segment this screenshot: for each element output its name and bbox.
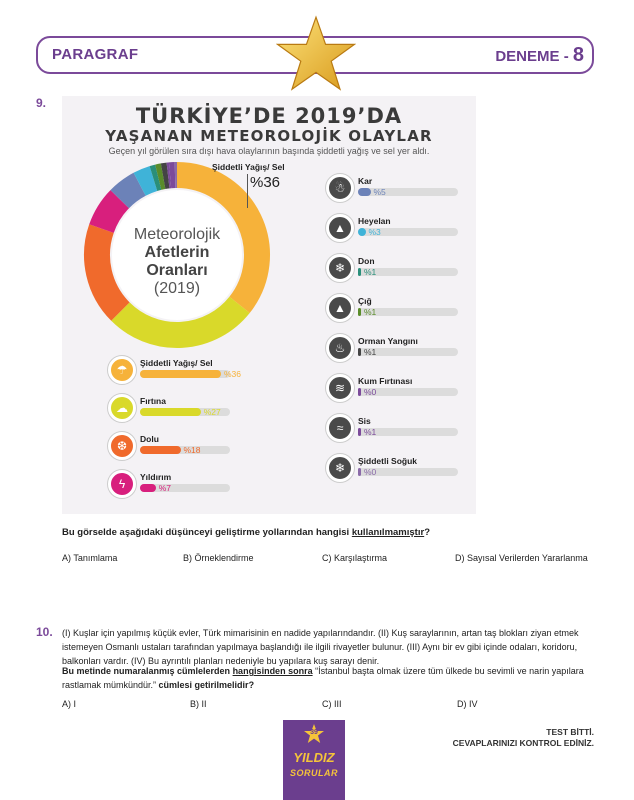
legend-bar-fill <box>140 446 181 454</box>
section-title: PARAGRAF <box>52 46 139 63</box>
snow-cloud-icon: ☃ <box>326 174 354 202</box>
legend-row <box>326 374 460 404</box>
legend-bar-fill <box>358 468 361 476</box>
cold-icon: ❄ <box>326 454 354 482</box>
donut-slice <box>163 176 168 177</box>
hail-icon: ❆ <box>108 432 136 460</box>
donut-slice <box>153 177 158 178</box>
legend-bar-fill <box>358 348 361 356</box>
test-title: DENEME - 8 <box>495 44 584 66</box>
infographic-subtitle: YAŞANAN METEOROLOJİK OLAYLAR <box>105 127 433 145</box>
legend-label: Çığ <box>358 296 372 306</box>
legend-label: Heyelan <box>358 216 391 226</box>
option-a[interactable]: A) I <box>62 699 77 709</box>
rain-cloud-icon: ☂ <box>108 356 136 384</box>
legend-bar <box>140 369 242 379</box>
question-10-paragraph: (I) Kuşlar için yapılmış küçük evler, Türk mimarisinin en nadide yapılarındandır. (II) Kuş saraylarının, artan taş blokları ziyan etmek istemeyen Osmanlı ustaları tarafından yapılmaya başlandığı ile ilgili rivayetler bulunur. (III) Aynı bir ev gibi içinde odaları, koridoru, balkonları vardır. (IV) Bu ayrıntılı planları nedeniyle bu yapılara kuş sarayı denir. <box>62 628 579 666</box>
legend-bar-fill <box>358 388 361 396</box>
legend-bar <box>358 268 458 276</box>
top-callout-label: Şiddetli Yağış/ Sel <box>212 162 285 172</box>
option-d[interactable]: D) IV <box>457 699 478 709</box>
legend-bar <box>358 188 458 196</box>
legend-bar-fill <box>358 188 371 196</box>
donut-slice <box>101 199 119 228</box>
legend-row <box>108 470 232 500</box>
question-number: 10. <box>36 625 53 639</box>
sandstorm-icon: ≋ <box>326 374 354 402</box>
legend-pct: %36 <box>224 369 242 379</box>
legend-bar <box>358 468 458 476</box>
option-d[interactable]: D) Sayısal Verilerden Yararlanma <box>455 553 588 563</box>
legend-row <box>326 334 460 364</box>
legend-bar-fill <box>358 308 361 316</box>
legend-pct: %0 <box>364 387 377 397</box>
infographic-caption: Geçen yıl görülen sıra dışı hava olaylarının başında şiddetli yağış ve sel yer aldı. <box>108 146 430 156</box>
legend-pct: %1 <box>364 347 377 357</box>
legend-label: Yıldırım <box>140 472 172 482</box>
legend-row <box>326 254 460 284</box>
fog-icon: ≈ <box>326 414 354 442</box>
end-notice: TEST BİTTİ. CEVAPLARINIZI KONTROL EDİNİZ. <box>452 727 594 748</box>
option-c[interactable]: C) Karşılaştırma <box>322 553 388 563</box>
brand-ribbon <box>283 720 345 800</box>
legend-bar <box>358 228 458 236</box>
option-c[interactable]: C) III <box>322 699 342 709</box>
legend-row <box>108 432 232 462</box>
fire-icon: ♨ <box>326 334 354 362</box>
legend-bar <box>140 484 230 492</box>
legend-row <box>108 356 242 386</box>
legend-row <box>326 454 460 484</box>
callout-line <box>247 174 248 208</box>
legend-label: Dolu <box>140 434 159 444</box>
legend-bar-fill <box>140 370 221 378</box>
legend-pct: %1 <box>364 427 377 437</box>
legend-bar <box>140 408 230 416</box>
legend-bar <box>358 348 458 356</box>
legend-pct: %27 <box>203 407 221 417</box>
legend-row <box>326 214 460 244</box>
legend-bar-fill <box>358 268 361 276</box>
lightning-icon: ϟ <box>108 470 136 498</box>
option-a[interactable]: A) Tanımlama <box>62 553 118 563</box>
option-b[interactable]: B) II <box>190 699 207 709</box>
option-b[interactable]: B) Örneklendirme <box>183 553 254 563</box>
legend-label: Kum Fırtınası <box>358 376 413 386</box>
question-10-stem: Bu metinde numaralanmış cümlelerden hangisinden sonra “İstanbul başta olmak üzere tüm ülkede bu sevimli ve narin yapılara rastlamak mümkündür.” cümlesi getirilmelidir? <box>62 666 584 690</box>
legend-label: Don <box>358 256 375 266</box>
legend-pct: %1 <box>364 267 377 277</box>
legend-pct: %5 <box>373 187 386 197</box>
donut-slice <box>140 179 154 185</box>
legend-pct: %3 <box>368 227 381 237</box>
legend-bar <box>140 446 230 454</box>
legend-pct: %7 <box>158 483 172 493</box>
storm-icon: ☁ <box>108 394 136 422</box>
donut-slice <box>158 176 163 177</box>
star-icon <box>276 14 356 94</box>
page-number: 39 <box>310 729 318 736</box>
legend-bar-fill <box>140 484 156 492</box>
legend-bar <box>358 388 458 396</box>
legend-row <box>326 414 460 444</box>
top-callout-pct: %36 <box>250 174 281 191</box>
avalanche-icon: ▲ <box>326 294 354 322</box>
legend-bar <box>358 428 458 436</box>
landslide-icon: ▲ <box>326 214 354 242</box>
infographic-title: TÜRKİYE’DE 2019’DA <box>135 104 403 128</box>
legend-row <box>108 394 232 424</box>
question-number: 9. <box>36 96 47 110</box>
legend-bar-fill <box>358 228 366 236</box>
infographic <box>62 96 476 514</box>
legend-label: Şiddetli Yağış/ Sel <box>140 358 213 368</box>
legend-pct: %0 <box>364 467 377 477</box>
legend-label: Kar <box>358 176 373 186</box>
legend-bar-fill <box>358 428 361 436</box>
legend-pct: %18 <box>183 445 201 455</box>
legend-label: Şiddetli Soğuk <box>358 456 418 466</box>
legend-bar <box>358 308 458 316</box>
frost-icon: ❄ <box>326 254 354 282</box>
donut-slice <box>120 184 140 199</box>
question-9-stem: Bu görselde aşağıdaki düşünceyi geliştirme yollarından hangisi kullanılmamıştır? <box>62 527 430 538</box>
legend-row <box>326 174 460 204</box>
brand-name: YILDIZ <box>293 750 335 765</box>
legend-bar-fill <box>140 408 201 416</box>
legend-row <box>326 294 460 324</box>
legend-label: Sis <box>358 416 371 426</box>
legend-pct: %1 <box>364 307 377 317</box>
brand-subtitle: SORULAR <box>290 768 338 778</box>
legend-label: Fırtına <box>140 396 166 406</box>
legend-label: Orman Yangını <box>358 336 418 346</box>
donut-center-label: Meteorolojik Afetlerin Oranları (2019) <box>133 226 221 297</box>
